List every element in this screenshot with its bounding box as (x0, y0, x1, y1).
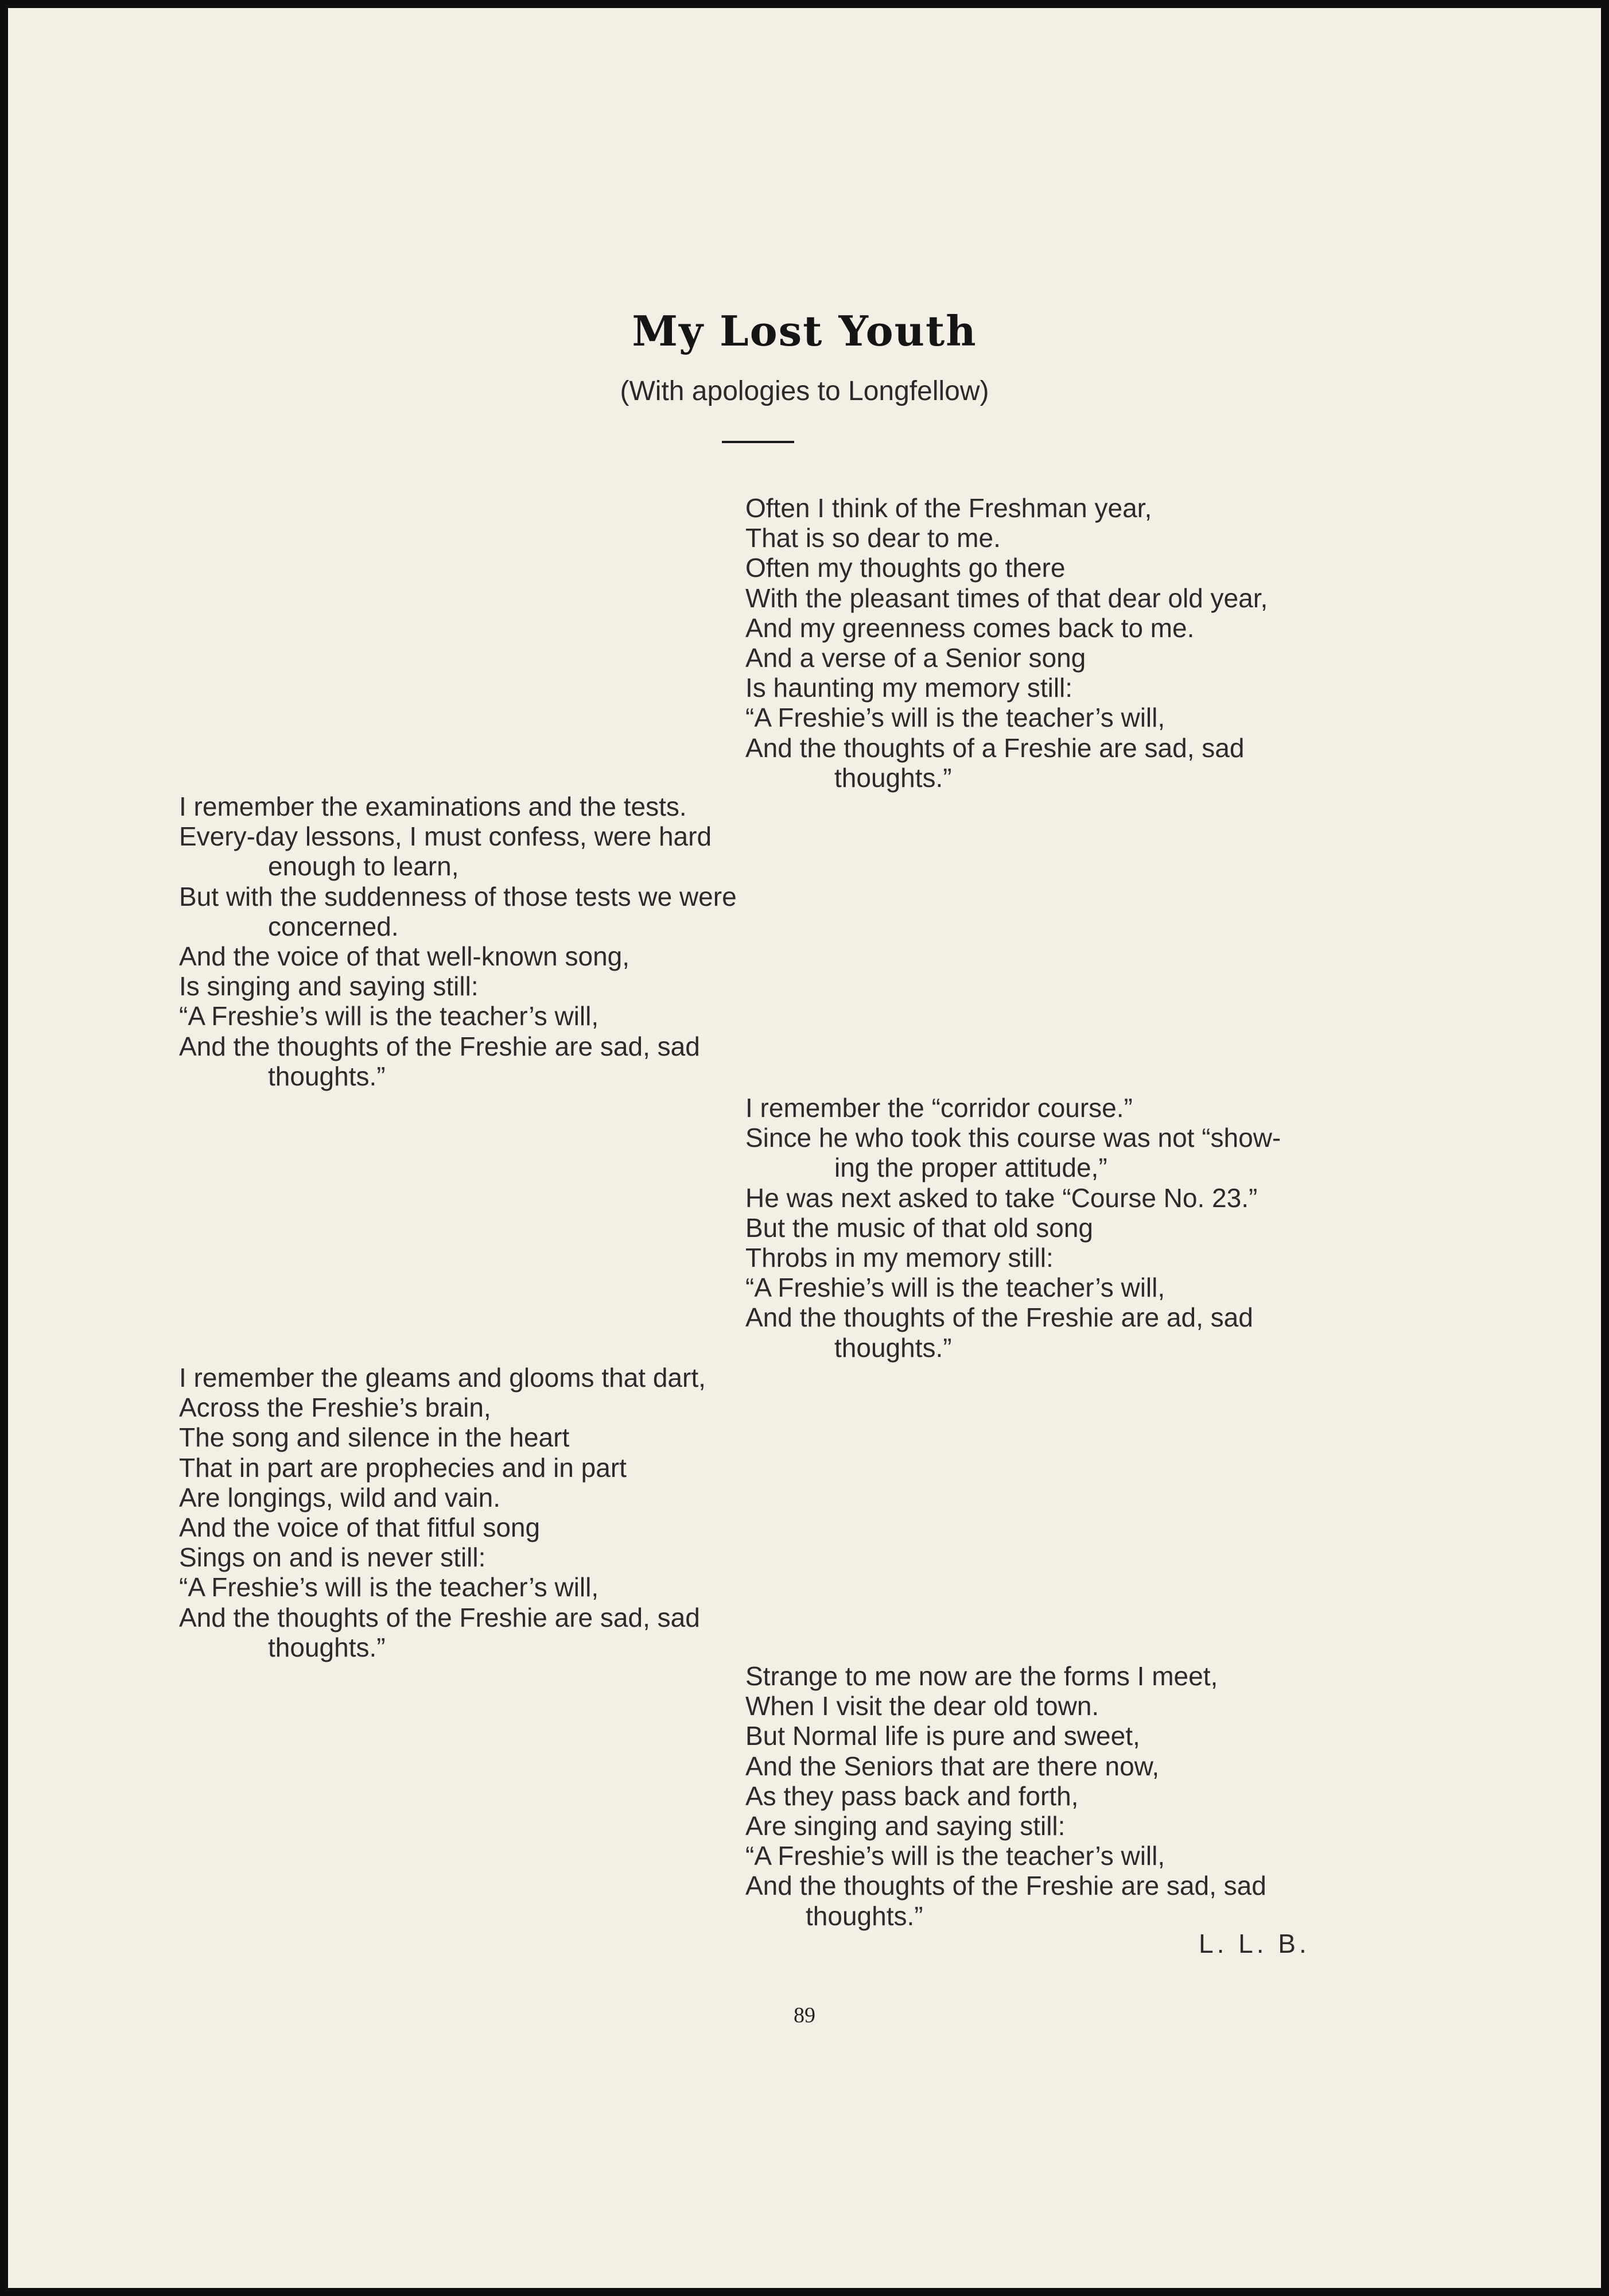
poem-line: thoughts.” (834, 1332, 952, 1363)
poem-line: ing the proper attitude,” (834, 1153, 1107, 1183)
page (8, 8, 1601, 2288)
poem-line: And the thoughts of the Freshie are ad, sad (745, 1302, 1253, 1333)
poem-line: And the voice of that well-known song, (179, 941, 630, 972)
poem-line: “A Freshie’s will is the teacher’s will, (179, 1001, 599, 1031)
poem-line: As they pass back and forth, (745, 1781, 1079, 1811)
poem-line: With the pleasant times of that dear old year, (745, 583, 1268, 613)
poem-line: Across the Freshie’s brain, (179, 1393, 491, 1423)
poem-line: When I visit the dear old town. (745, 1691, 1099, 1721)
poem-line: “A Freshie’s will is the teacher’s will, (179, 1572, 599, 1603)
poem-line: That in part are prophecies and in part (179, 1452, 627, 1483)
poem-line: And a verse of a Senior song (745, 643, 1086, 673)
poem-line: Are singing and saying still: (745, 1811, 1066, 1841)
poem-line: The song and silence in the heart (179, 1422, 570, 1453)
poem-line: Are longings, wild and vain. (179, 1482, 500, 1512)
stanza-5 (745, 1661, 1377, 1931)
poem-line: I remember the “corridor course.” (745, 1093, 1133, 1123)
poem-line: I remember the gleams and glooms that dart, (179, 1363, 706, 1393)
stanza-4 (179, 1363, 810, 1662)
stanza-1 (745, 493, 1377, 793)
poem-line: And the Seniors that are there now, (745, 1751, 1160, 1781)
poem-line: I remember the examinations and the tests. (179, 792, 687, 821)
poem-line: Sings on and is never still: (179, 1542, 486, 1573)
poem-line: thoughts.” (268, 1632, 386, 1662)
poem-line: But with the suddenness of those tests we were (179, 881, 737, 912)
poem-line: And the thoughts of the Freshie are sad, sad (745, 1871, 1266, 1901)
poem-line: Throbs in my memory still: (745, 1243, 1054, 1273)
poem-line: thoughts.” (268, 1061, 386, 1091)
poem-title: My Lost Youth (632, 307, 977, 355)
poem-line: Often my thoughts go there (745, 553, 1066, 583)
poem-line: And the voice of that fitful song (179, 1512, 541, 1543)
poem-line: “A Freshie’s will is the teacher’s will, (745, 1273, 1165, 1303)
poem-line: Since he who took this course was not “show- (745, 1123, 1281, 1153)
poem-line: That is so dear to me. (745, 523, 1001, 553)
poem-line: But Normal life is pure and sweet, (745, 1721, 1140, 1751)
poem-line: And the thoughts of a Freshie are sad, sad (745, 732, 1245, 763)
poem-line: And my greenness comes back to me. (745, 612, 1195, 643)
poem-line: concerned. (268, 911, 399, 941)
author-initials: L. L. B. (1199, 1929, 1310, 1958)
poem-line: thoughts.” (806, 1901, 923, 1931)
poem-line: thoughts.” (834, 762, 952, 793)
poem-line: And the thoughts of the Freshie are sad, sad (179, 1602, 700, 1632)
page-number: 89 (794, 2003, 815, 2027)
poem-line: He was next asked to take “Course No. 23.” (745, 1182, 1258, 1213)
poem-line: Often I think of the Freshman year, (745, 493, 1152, 523)
poem-line: Is singing and saying still: (179, 971, 479, 1002)
poem-line: Strange to me now are the forms I meet, (745, 1661, 1218, 1691)
stanza-2 (179, 792, 810, 1091)
poem-subtitle: (With apologies to Longfellow) (620, 376, 989, 406)
poem-line: And the thoughts of the Freshie are sad, sad (179, 1031, 700, 1061)
poem-line: Is haunting my memory still: (745, 673, 1073, 703)
poem-line: But the music of that old song (745, 1212, 1094, 1243)
poem-line: enough to learn, (268, 851, 459, 882)
stanza-3 (745, 1093, 1377, 1363)
poem-line: “A Freshie’s will is the teacher’s will, (745, 1841, 1165, 1871)
poem-line: “A Freshie’s will is the teacher’s will, (745, 703, 1165, 733)
poem-line: Every-day lessons, I must confess, were hard (179, 821, 712, 852)
title-divider (722, 441, 794, 443)
